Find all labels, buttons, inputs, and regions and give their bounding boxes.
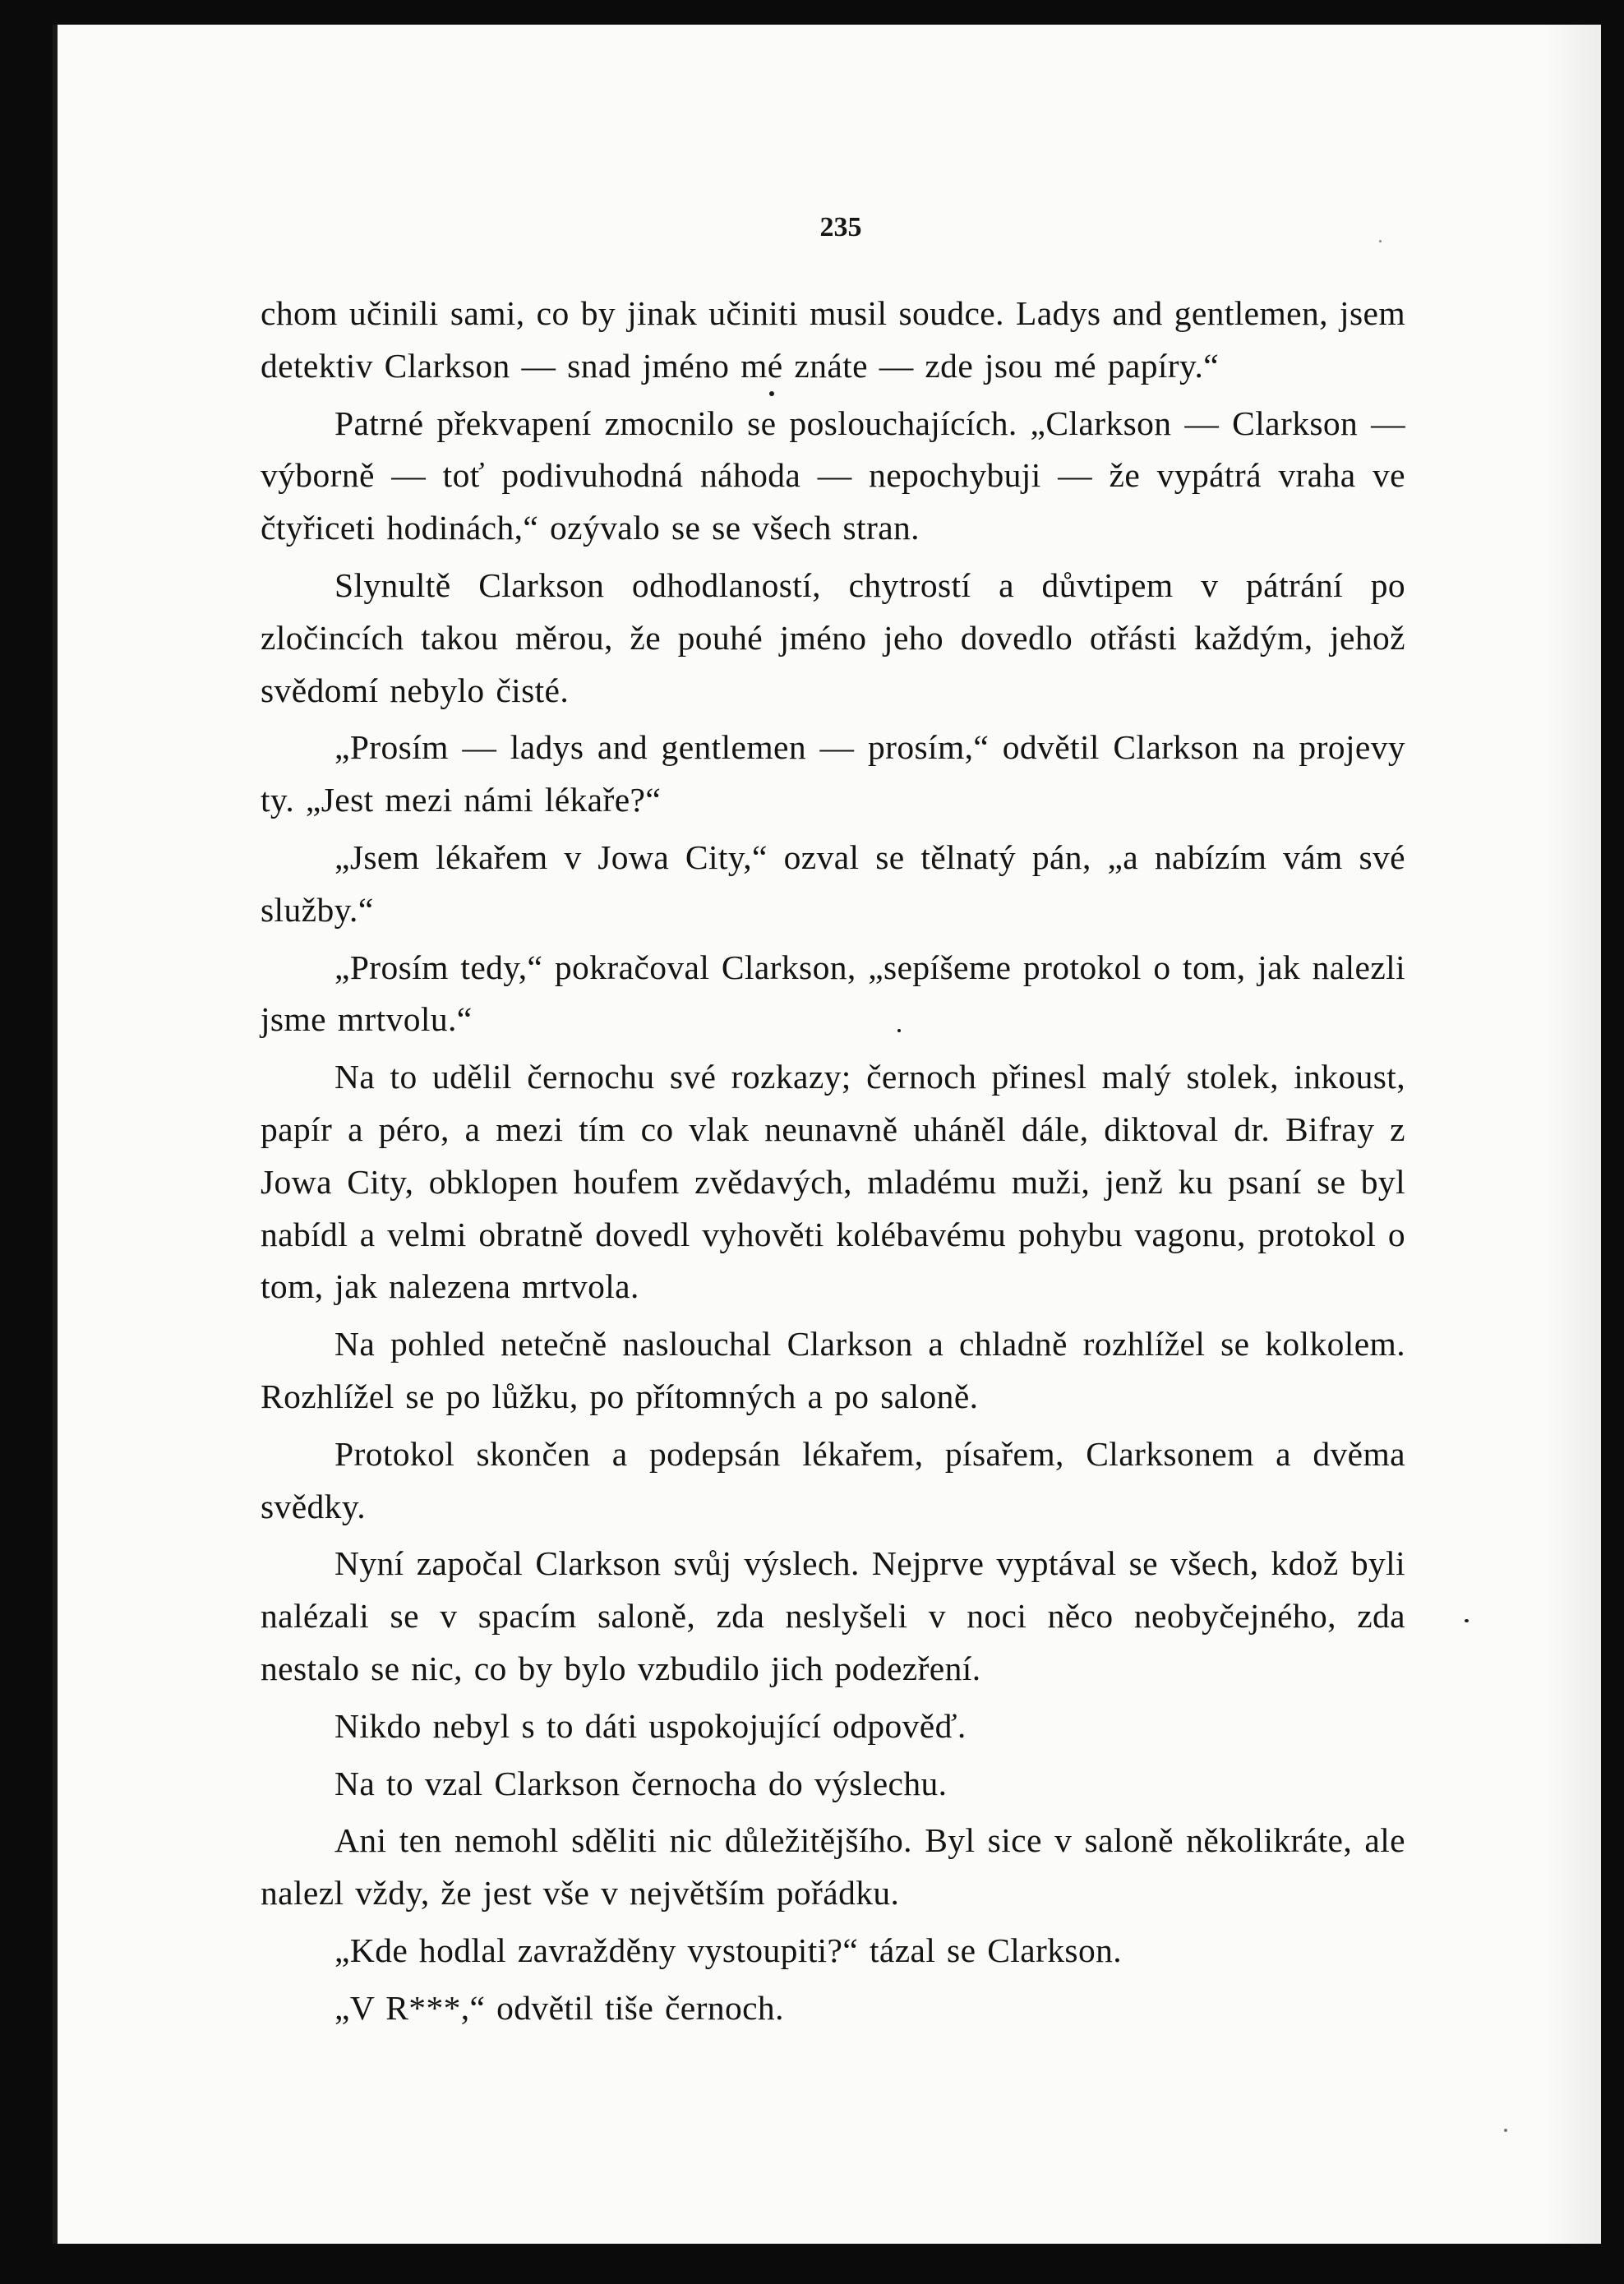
- paragraph: „Kde hodlal zavražděny vystoupiti?“ tázal se Clarkson.: [334, 1931, 1123, 1969]
- paragraph: Na pohled netečně naslouchal Clarkson a chladně rozhlížel se kolkolem. Rozhlížel se po lůžku, po přítomných a po saloně.: [261, 1325, 1405, 1415]
- paragraph: Patrné překvapení zmocnilo se poslouchajících. „Clarkson — Clarkson — výborně — toť podivuhodná náhoda — nepochybuji — že vypátrá vraha ve čtyřiceti hodinách,“ ozývalo se se všech stran.: [261, 404, 1405, 547]
- paragraph: „Prosím — ladys and gentlemen — prosím,“ odvětil Clarkson na projevy ty. „Jest mezi námi lékaře?“: [261, 728, 1405, 819]
- book-page: [53, 25, 1601, 2244]
- print-speck: [1465, 1619, 1469, 1622]
- print-speck: [1379, 240, 1382, 242]
- paragraph: „V R***,“ odvětil tiše černoch.: [334, 1988, 784, 2027]
- paragraph: Na to vzal Clarkson černocha do výslechu.: [334, 1764, 948, 1802]
- page-number: 235: [819, 212, 862, 242]
- paragraph: Nikdo nebyl s to dáti uspokojující odpověď.: [334, 1706, 967, 1745]
- page-edge-shadow: [1543, 25, 1601, 2244]
- paragraph: „Prosím tedy,“ pokračoval Clarkson, „sepíšeme protokol o tom, jak nalezli jsme mrtvolu.“: [261, 948, 1405, 1039]
- paragraph: Protokol skončen a podepsán lékařem, písařem, Clarksonem a dvěma svědky.: [261, 1434, 1405, 1525]
- paragraph: chom učinili sami, co by jinak učiniti musil soudce. Ladys and gentlemen, jsem detektiv Clarkson — snad jméno mé znáte — zde jsou mé papíry.“: [261, 294, 1405, 385]
- print-speck: [769, 391, 774, 396]
- print-speck: [897, 1029, 901, 1032]
- paragraph: Nyní započal Clarkson svůj výslech. Nejprve vyptával se všech, kdož byli nalézali se v spacím saloně, zda neslyšeli v noci něco neobyčejného, zda nestalo se nic, co by bylo vzbudilo jich podezření.: [261, 1544, 1405, 1687]
- paragraph: Na to udělil černochu své rozkazy; černoch přinesl malý stolek, inkoust, papír a péro, a mezi tím co vlak neunavně uháněl dále, diktoval dr. Bifray z Jowa City, obklopen houfem zvědavých, mladému muži, jenž ku psaní se byl nabídl a velmi obratně dovedl vyhověti kolébavému pohybu vagonu, protokol o tom, jak nalezena mrtvola.: [261, 1058, 1405, 1306]
- paragraph: Slynultě Clarkson odhodlaností, chytrostí a důvtipem v pátrání po zločincích takou měrou, že pouhé jméno jeho dovedlo otřásti každým, jehož svědomí nebylo čisté.: [261, 565, 1405, 709]
- paragraph: „Jsem lékařem v Jowa City,“ ozval se tělnatý pán, „a nabízím vám své služby.“: [261, 837, 1405, 929]
- print-speck: [1504, 2129, 1507, 2132]
- body-text: [261, 288, 1405, 2040]
- paragraph: Ani ten nemohl sděliti nic důležitějšího. Byl sice v saloně několikráte, ale nalezl vždy, že jest vše v největším pořádku.: [261, 1821, 1405, 1913]
